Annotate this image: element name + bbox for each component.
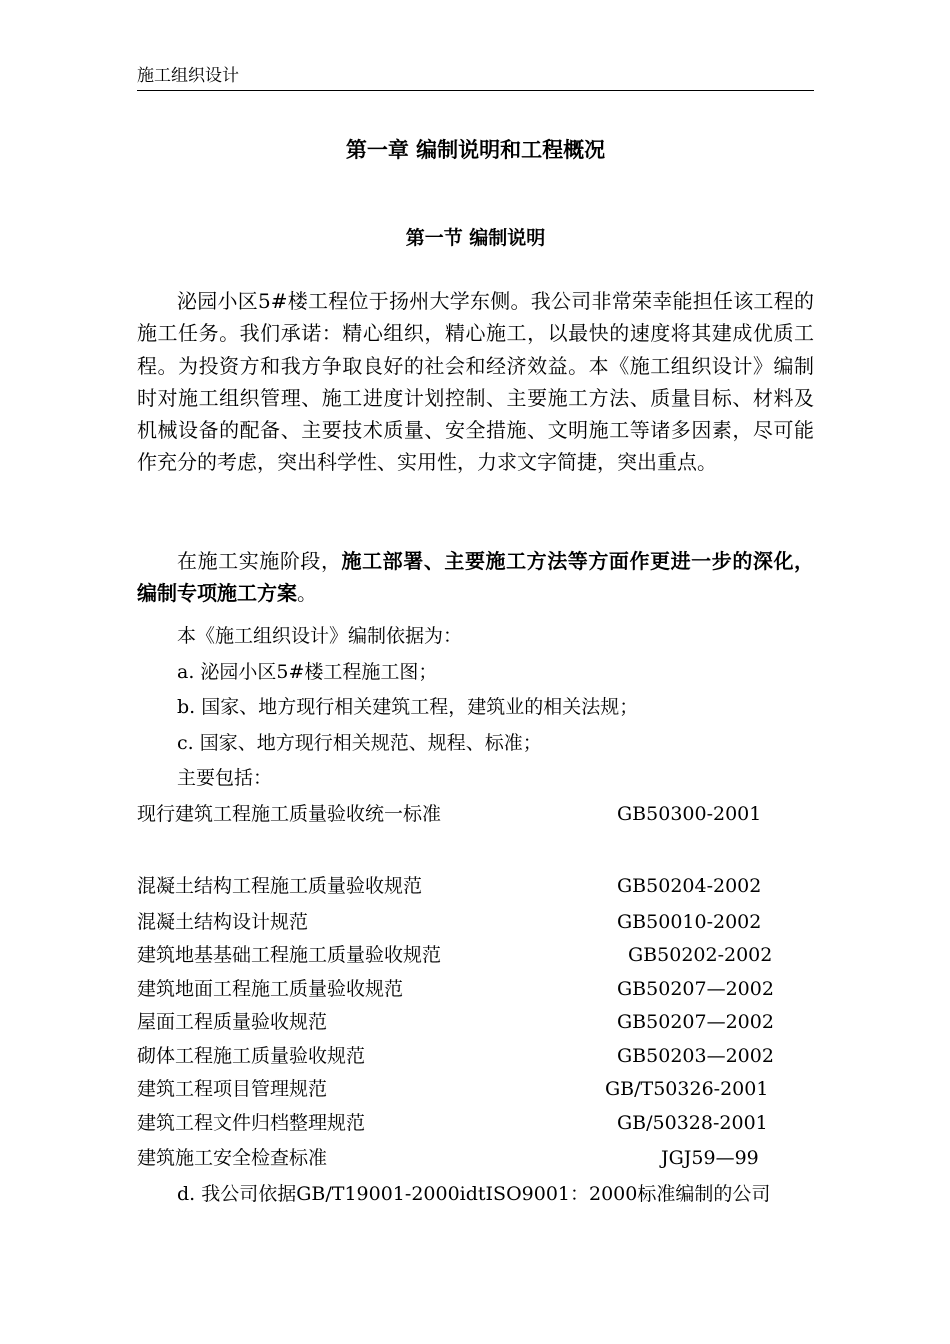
standard-name: 建筑工程项目管理规范 — [137, 1078, 328, 1100]
page-header — [137, 62, 814, 91]
standard-row — [137, 870, 814, 902]
stage-suffix: 。 — [297, 581, 317, 606]
standard-row — [137, 1073, 814, 1105]
standard-code: JGJ59—99 — [661, 1147, 759, 1169]
standard-name: 砌体工程施工质量验收规范 — [137, 1045, 366, 1067]
standard-code: GB50204-2002 — [617, 875, 762, 897]
standard-name: 建筑施工安全检查标准 — [137, 1147, 328, 1169]
standard-code: GB50202-2002 — [628, 944, 773, 966]
standard-code: GB/50328-2001 — [617, 1112, 768, 1134]
main-include-label: 主要包括： — [177, 767, 273, 789]
standard-code: GB50207—2002 — [617, 978, 774, 1000]
standard-code: GB/T50326-2001 — [605, 1078, 769, 1100]
stage-prefix: 在施工实施阶段， — [177, 549, 342, 573]
standard-name: 现行建筑工程施工质量验收统一标准 — [137, 803, 442, 825]
standard-name: 建筑地面工程施工质量验收规范 — [137, 978, 404, 1000]
standard-name: 混凝土结构设计规范 — [137, 911, 309, 933]
section-title: 第一节 编制说明 — [405, 227, 546, 249]
standard-name: 混凝土结构工程施工质量验收规范 — [137, 875, 423, 897]
standard-row — [137, 973, 814, 1005]
basis-item-a: a. 泌园小区5#楼工程施工图； — [177, 661, 438, 683]
standard-name: 建筑地基基础工程施工质量验收规范 — [137, 944, 442, 966]
standard-name: 建筑工程文件归档整理规范 — [137, 1112, 366, 1134]
stage-paragraph — [137, 545, 814, 610]
header-text: 施工组织设计 — [137, 66, 239, 86]
stage-bold-text: 施工部署、主要施工方法等方面作更进一步的深化，编制专项施工方案 — [137, 549, 815, 606]
standard-code: GB50207—2002 — [617, 1011, 774, 1033]
basis-item-d: d. 我公司依据GB/T19001-2000idtISO9001：2000标准编制的公司 — [177, 1183, 771, 1205]
standard-row — [137, 1142, 814, 1174]
standard-name: 屋面工程质量验收规范 — [137, 1011, 328, 1033]
standard-row — [137, 939, 814, 971]
basis-item-c: c. 国家、地方现行相关规范、规程、标准； — [177, 732, 542, 754]
standard-row — [137, 1107, 814, 1139]
standard-code: GB50010-2002 — [617, 911, 762, 933]
standard-code: GB50300-2001 — [617, 803, 762, 825]
standard-row — [137, 1040, 814, 1072]
standard-row — [137, 1006, 814, 1038]
standard-code: GB50203—2002 — [617, 1045, 774, 1067]
standard-row — [137, 798, 814, 830]
intro-paragraph: 泌园小区5#楼工程位于扬州大学东侧。我公司非常荣幸能担任该工程的施工任务。我们承诺：精心组织，精心施工，以最快的速度将其建成优质工程。为投资方和我方争取良好的社会和经济效益。本《施工组织设计》编制时对施工组织管理、施工进度计划控制、主要施工方法、质量目标、材料及机械设备的配备、主要技术质量、安全措施、文明施工等诸多因素，尽可能作充分的考虑，突出科学性、实用性，力求文字简捷，突出重点。 — [137, 289, 814, 475]
standard-row — [137, 906, 814, 938]
basis-item-b: b. 国家、地方现行相关建筑工程，建筑业的相关法规； — [177, 696, 639, 718]
chapter-title: 第一章 编制说明和工程概况 — [345, 137, 606, 162]
basis-title: 本《施工组织设计》编制依据为： — [177, 625, 463, 647]
